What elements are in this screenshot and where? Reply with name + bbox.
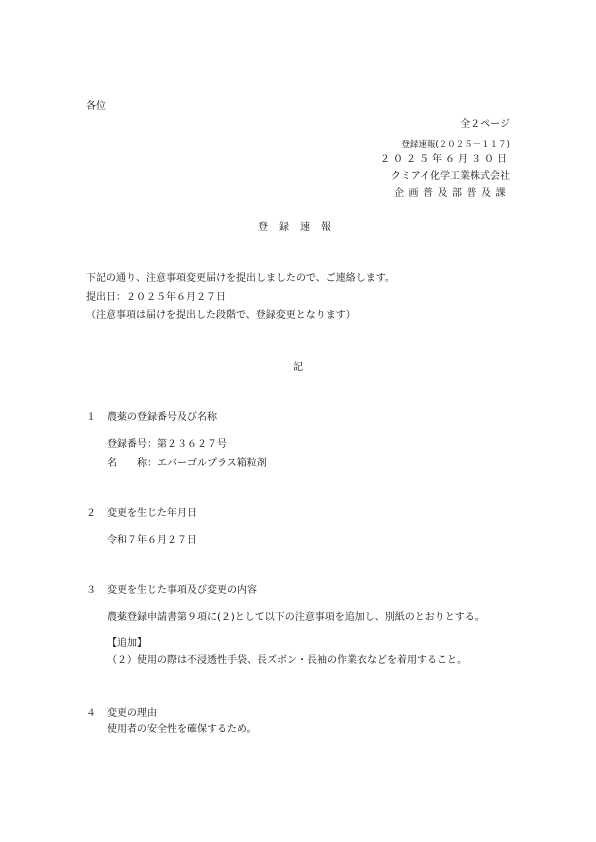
page-count: 全２ページ xyxy=(460,119,510,130)
addition-label: 【追加】 xyxy=(107,638,147,649)
document-title: 登録速報 xyxy=(258,222,342,233)
section-4-heading: 変更の理由 xyxy=(107,708,157,719)
product-name-value: エバーゴルプラス箱粒剤 xyxy=(157,458,267,469)
ki-marker: 記 xyxy=(293,362,303,373)
registration-number: 登録番号：第２３６２７号 xyxy=(107,439,227,450)
intro-note: （注意事項は届けを提出した段階で、登録変更となります） xyxy=(86,310,356,321)
section-1-heading: 農薬の登録番号及び名称 xyxy=(107,412,217,423)
intro-line: 下記の通り、注意事項変更届けを提出しましたので、ご連絡します。 xyxy=(86,273,395,284)
change-content: 農薬登録申請書第９項に(２)として以下の注意事項を追加し、別紙のとおりとする。 xyxy=(107,612,485,623)
department-name: 企画普及部普及課 xyxy=(394,188,510,199)
product-name-label: 名 称： xyxy=(107,458,157,469)
product-name xyxy=(107,458,267,470)
change-reason: 使用者の安全性を確保するため。 xyxy=(107,724,257,735)
addition-item: （２）使用の際は不浸透性手袋、長ズボン・長袖の作業衣などを着用すること。 xyxy=(107,655,467,666)
issue-date: ２０２５年６月３０日 xyxy=(380,154,510,165)
section-4-number: ４ xyxy=(86,708,96,719)
submission-date: 提出日：２０２５年６月２７日 xyxy=(86,292,226,303)
change-date: 令和７年６月２７日 xyxy=(107,535,197,546)
company-name: クミアイ化学工業株式会社 xyxy=(390,171,510,182)
section-3-number: ３ xyxy=(86,585,96,596)
section-2-heading: 変更を生じた年月日 xyxy=(107,508,197,519)
reference-number: 登録速報(２０２５－１１７) xyxy=(401,140,510,150)
addressee: 各位 xyxy=(86,101,106,112)
section-2-number: ２ xyxy=(86,508,96,519)
section-3-heading: 変更を生じた事項及び変更の内容 xyxy=(107,585,257,596)
section-1-number: １ xyxy=(86,412,96,423)
